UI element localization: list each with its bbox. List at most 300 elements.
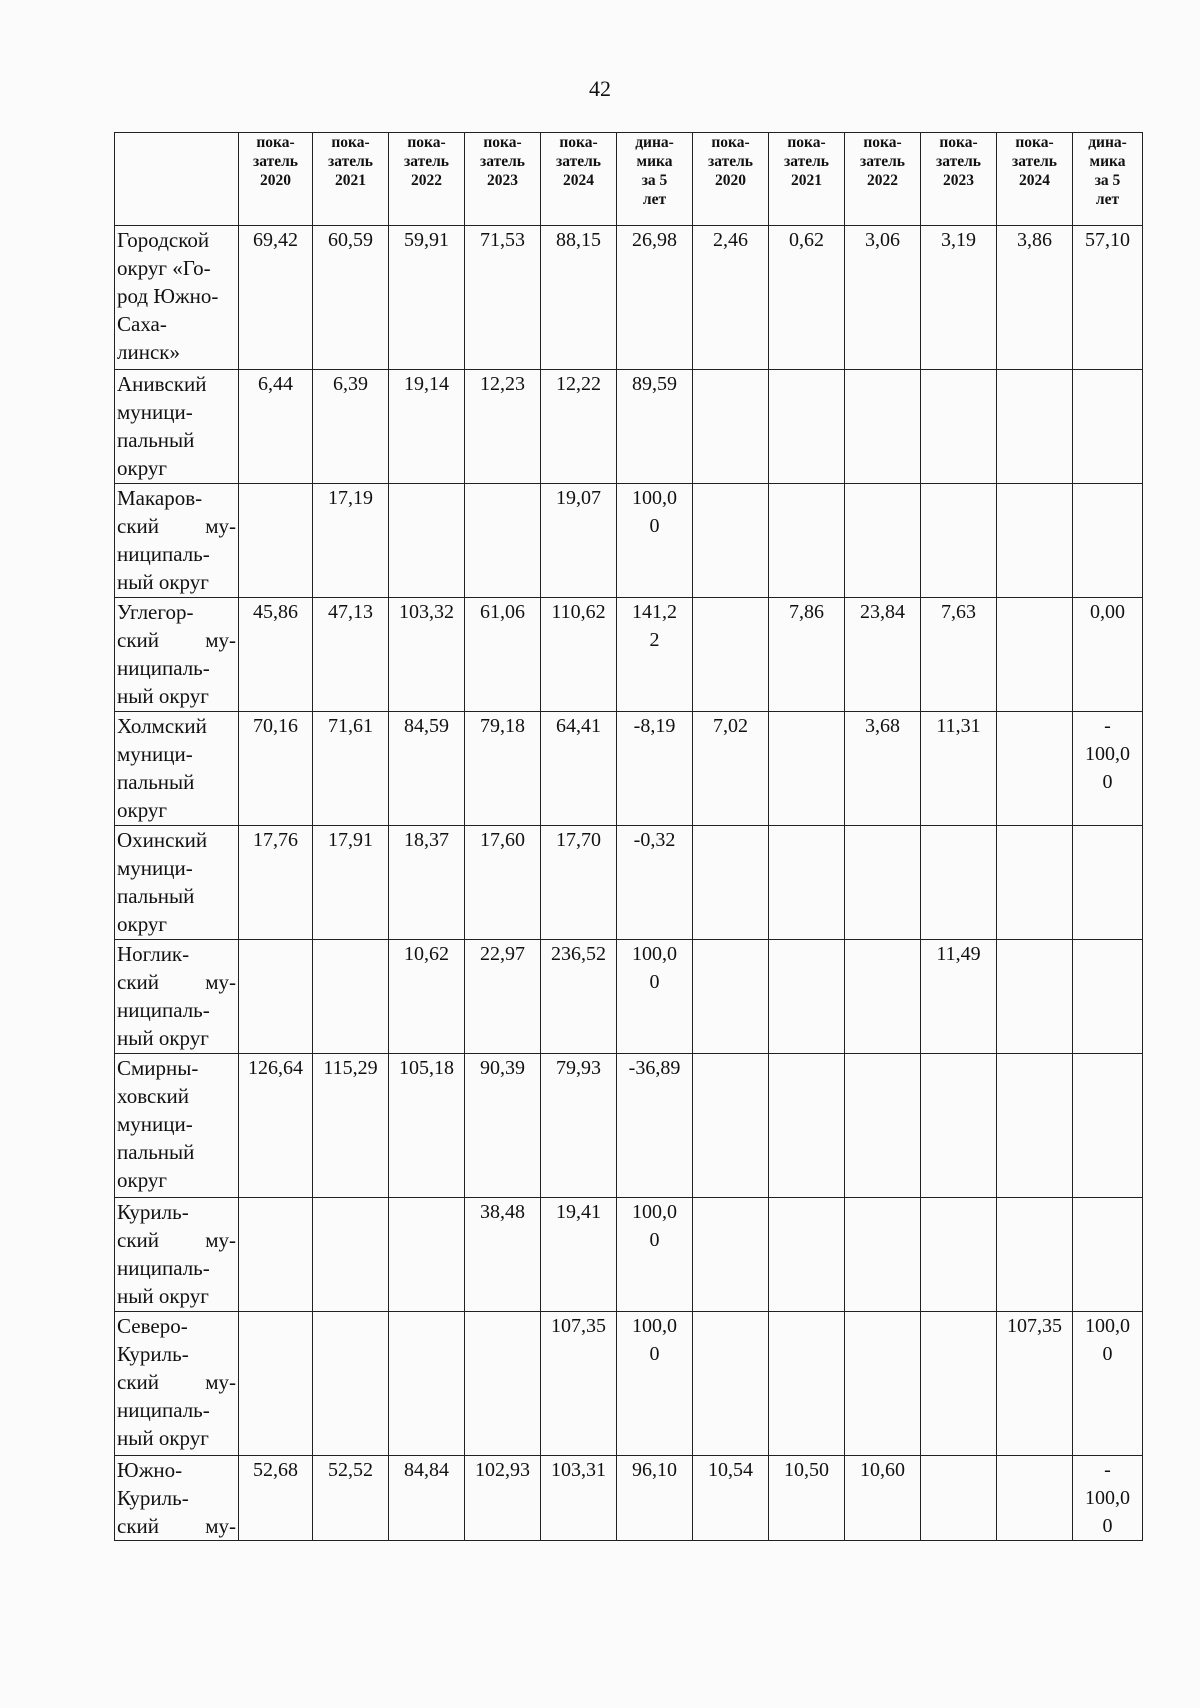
- column-header-line: 2021: [335, 172, 366, 189]
- value-text: 12,23: [480, 373, 525, 395]
- value-cell: [769, 1198, 845, 1312]
- value-cell: [997, 940, 1073, 1054]
- value-text: -36,89: [628, 1057, 681, 1079]
- value-text: 10,62: [404, 943, 449, 965]
- district-name-line: род Южно-: [117, 284, 219, 308]
- district-name-line: ниципаль-: [117, 1256, 210, 1280]
- column-header: [239, 133, 313, 226]
- indicators-table: [114, 132, 1143, 1541]
- value-text: 23,84: [860, 601, 905, 623]
- value-text: 3,06: [865, 229, 900, 251]
- district-name-line: округ: [117, 1168, 168, 1192]
- district-name-line: Саха-: [117, 312, 167, 336]
- value-text: 69,42: [253, 229, 298, 251]
- table-row: [115, 226, 1143, 370]
- district-name-cell: [115, 826, 239, 940]
- value-cell: [845, 1456, 921, 1541]
- value-cell: [769, 940, 845, 1054]
- district-name-line: ский му-: [117, 514, 236, 538]
- value-cell: [921, 1198, 997, 1312]
- value-cell: [465, 712, 541, 826]
- value-cell: [845, 1312, 921, 1456]
- value-cell: [313, 484, 389, 598]
- district-name-line: ный округ: [117, 684, 209, 708]
- column-header-line: пока-: [711, 134, 750, 151]
- column-header-line: за 5: [641, 172, 668, 189]
- column-header: [465, 133, 541, 226]
- value-cell: [845, 1198, 921, 1312]
- value-text: 107,35: [551, 1315, 606, 1337]
- value-cell: [313, 1054, 389, 1198]
- value-cell: [693, 226, 769, 370]
- column-header-line: 2023: [943, 172, 974, 189]
- value-text: 103,32: [399, 601, 454, 623]
- value-text: 17,91: [328, 829, 373, 851]
- column-header-line: пока-: [787, 134, 826, 151]
- district-name-cell: [115, 226, 239, 370]
- value-cell: [845, 712, 921, 826]
- district-name-line: округ: [117, 798, 168, 822]
- value-cell: [1073, 826, 1143, 940]
- column-header-line: дина-: [1088, 134, 1127, 151]
- district-name-line: округ: [117, 912, 168, 936]
- value-text: -: [1104, 715, 1111, 737]
- value-cell: [465, 1198, 541, 1312]
- column-header-line: затель: [936, 153, 981, 170]
- table-row: [115, 1312, 1143, 1456]
- value-cell: [465, 370, 541, 484]
- district-name-line: ховский: [117, 1084, 189, 1108]
- value-text: 107,35: [1007, 1315, 1062, 1337]
- column-header: [921, 133, 997, 226]
- value-cell: [239, 826, 313, 940]
- value-text: 100,0: [1085, 1315, 1130, 1337]
- column-header: [617, 133, 693, 226]
- district-name-line: Ноглик-: [117, 942, 190, 966]
- column-header: [389, 133, 465, 226]
- value-cell: [389, 826, 465, 940]
- value-text: 3,19: [941, 229, 976, 251]
- value-text: 10,54: [708, 1459, 753, 1481]
- table-row: [115, 940, 1143, 1054]
- value-cell: [313, 226, 389, 370]
- value-cell: [541, 1312, 617, 1456]
- value-text: 110,62: [551, 601, 606, 623]
- value-cell: [1073, 370, 1143, 484]
- value-cell: [921, 940, 997, 1054]
- value-text: 115,29: [323, 1057, 378, 1079]
- value-cell: [239, 1198, 313, 1312]
- district-name-line: Куриль-: [117, 1486, 189, 1510]
- value-text: 71,61: [328, 715, 373, 737]
- value-text: 61,06: [480, 601, 525, 623]
- value-cell: [239, 1456, 313, 1541]
- value-text: 11,49: [936, 943, 981, 965]
- column-header-line: затель: [708, 153, 753, 170]
- value-text: 0,62: [789, 229, 824, 251]
- value-cell: [541, 370, 617, 484]
- value-cell: [845, 370, 921, 484]
- table-row: [115, 1198, 1143, 1312]
- column-header-line: затель: [480, 153, 525, 170]
- district-name-line: Макаров-: [117, 486, 203, 510]
- district-name-cell: [115, 1054, 239, 1198]
- value-text: 105,18: [399, 1057, 454, 1079]
- value-cell: [389, 598, 465, 712]
- value-cell: [313, 598, 389, 712]
- value-cell: [693, 1312, 769, 1456]
- value-text: 3,86: [1017, 229, 1052, 251]
- column-header-line: дина-: [635, 134, 674, 151]
- district-name-line: пальный: [117, 770, 195, 794]
- value-cell: [389, 370, 465, 484]
- value-cell: [541, 1054, 617, 1198]
- district-name-line: ный округ: [117, 1284, 209, 1308]
- value-cell: [465, 484, 541, 598]
- value-text: 79,93: [556, 1057, 601, 1079]
- district-name-cell: [115, 370, 239, 484]
- value-cell: [693, 484, 769, 598]
- value-text: 64,41: [556, 715, 601, 737]
- value-cell: [239, 598, 313, 712]
- column-header-line: 2023: [487, 172, 518, 189]
- column-header-line: пока-: [407, 134, 446, 151]
- value-text: 60,59: [328, 229, 373, 251]
- value-cell: [845, 226, 921, 370]
- value-cell: [845, 598, 921, 712]
- value-cell: [693, 1456, 769, 1541]
- value-cell: [845, 484, 921, 598]
- value-cell: [239, 226, 313, 370]
- district-name-line: Холмский: [117, 714, 207, 738]
- value-cell: [769, 370, 845, 484]
- column-header-line: пока-: [559, 134, 598, 151]
- value-cell: [389, 484, 465, 598]
- value-text: 59,91: [404, 229, 449, 251]
- value-cell: [1073, 940, 1143, 1054]
- table-row: [115, 1054, 1143, 1198]
- district-name-line: ниципаль-: [117, 542, 210, 566]
- value-cell: [769, 598, 845, 712]
- column-header-line: мика: [636, 153, 673, 170]
- district-name-line: Городской: [117, 228, 210, 252]
- district-name-line: ный округ: [117, 1026, 209, 1050]
- value-text: 6,39: [333, 373, 368, 395]
- value-cell: [617, 1198, 693, 1312]
- value-cell: [997, 598, 1073, 712]
- column-header-line: 2022: [411, 172, 442, 189]
- value-cell: [845, 940, 921, 1054]
- value-text: 57,10: [1085, 229, 1130, 251]
- value-cell: [693, 1054, 769, 1198]
- value-cell: [769, 1312, 845, 1456]
- table-row: [115, 598, 1143, 712]
- column-header-line: пока-: [483, 134, 522, 151]
- value-text: 10,50: [784, 1459, 829, 1481]
- column-header-line: затель: [784, 153, 829, 170]
- value-cell: [389, 1456, 465, 1541]
- table-body: [115, 226, 1143, 1541]
- value-text: 100,0: [632, 487, 677, 509]
- district-name-cell: [115, 484, 239, 598]
- value-text: 100,0: [1085, 743, 1130, 765]
- value-cell: [921, 1312, 997, 1456]
- value-cell: [1073, 226, 1143, 370]
- column-header-line: 2024: [563, 172, 594, 189]
- column-header-line: за 5: [1094, 172, 1121, 189]
- value-text: 19,14: [404, 373, 449, 395]
- value-cell: [997, 1456, 1073, 1541]
- value-cell: [845, 826, 921, 940]
- column-header: [693, 133, 769, 226]
- value-cell: [617, 1456, 693, 1541]
- value-cell: [921, 226, 997, 370]
- value-cell: [997, 484, 1073, 598]
- value-text: 6,44: [258, 373, 293, 395]
- value-text: 100,0: [632, 943, 677, 965]
- district-name-cell: [115, 940, 239, 1054]
- value-text: 100,0: [632, 1315, 677, 1337]
- value-cell: [1073, 1312, 1143, 1456]
- value-cell: [921, 598, 997, 712]
- value-cell: [313, 370, 389, 484]
- value-cell: [389, 1054, 465, 1198]
- district-name-line: Куриль-: [117, 1200, 189, 1224]
- value-text: 7,02: [713, 715, 748, 737]
- column-header-line: 2022: [867, 172, 898, 189]
- district-name-line: линск»: [117, 340, 180, 364]
- value-cell: [921, 712, 997, 826]
- value-text: 0: [1102, 1343, 1113, 1365]
- value-text: 0: [649, 1229, 660, 1251]
- value-cell: [921, 370, 997, 484]
- value-cell: [389, 226, 465, 370]
- column-header: [541, 133, 617, 226]
- value-cell: [769, 1456, 845, 1541]
- value-cell: [921, 484, 997, 598]
- value-cell: [617, 484, 693, 598]
- value-cell: [1073, 712, 1143, 826]
- column-header-line: затель: [328, 153, 373, 170]
- value-cell: [465, 598, 541, 712]
- value-text: 89,59: [632, 373, 677, 395]
- value-text: 0: [649, 515, 660, 537]
- district-name-line: муници-: [117, 856, 193, 880]
- column-header-line: пока-: [256, 134, 295, 151]
- value-cell: [617, 712, 693, 826]
- value-text: 11,31: [936, 715, 981, 737]
- column-header-line: затель: [404, 153, 449, 170]
- column-header: [845, 133, 921, 226]
- value-text: 7,86: [789, 601, 824, 623]
- value-cell: [1073, 598, 1143, 712]
- value-text: 236,52: [551, 943, 606, 965]
- district-name-line: Углегор-: [117, 600, 194, 624]
- table-row: [115, 370, 1143, 484]
- value-cell: [541, 940, 617, 1054]
- table-row: [115, 712, 1143, 826]
- value-text: 26,98: [632, 229, 677, 251]
- value-text: 17,19: [328, 487, 373, 509]
- value-text: 71,53: [480, 229, 525, 251]
- value-cell: [693, 598, 769, 712]
- value-cell: [389, 1198, 465, 1312]
- column-header-line: пока-: [331, 134, 370, 151]
- column-header-line: лет: [1095, 191, 1120, 208]
- value-cell: [997, 712, 1073, 826]
- value-cell: [1073, 1054, 1143, 1198]
- value-cell: [313, 712, 389, 826]
- value-cell: [239, 484, 313, 598]
- value-cell: [693, 370, 769, 484]
- value-text: 22,97: [480, 943, 525, 965]
- value-cell: [769, 226, 845, 370]
- value-text: 52,52: [328, 1459, 373, 1481]
- value-text: 102,93: [475, 1459, 530, 1481]
- value-cell: [465, 940, 541, 1054]
- value-cell: [313, 1456, 389, 1541]
- district-name-line: муници-: [117, 1112, 193, 1136]
- district-name-line: Южно-: [117, 1458, 183, 1482]
- district-name-cell: [115, 1198, 239, 1312]
- value-text: 0: [1102, 1515, 1113, 1537]
- value-cell: [617, 598, 693, 712]
- district-name-line: ский му-: [117, 1228, 236, 1252]
- table-row: [115, 826, 1143, 940]
- district-name-cell: [115, 712, 239, 826]
- value-cell: [617, 1312, 693, 1456]
- column-header-line: лет: [642, 191, 667, 208]
- district-name-line: ский му-: [117, 1514, 236, 1538]
- header-corner-cell: [115, 133, 239, 226]
- value-cell: [465, 1456, 541, 1541]
- district-name-line: округ: [117, 456, 168, 480]
- district-name-line: муници-: [117, 400, 193, 424]
- value-cell: [997, 1054, 1073, 1198]
- page-number: 42: [589, 76, 611, 101]
- value-cell: [921, 1054, 997, 1198]
- value-cell: [465, 1054, 541, 1198]
- value-cell: [541, 226, 617, 370]
- value-text: 0: [1102, 771, 1113, 793]
- value-text: 90,39: [480, 1057, 525, 1079]
- value-text: 100,0: [632, 1201, 677, 1223]
- value-text: 17,70: [556, 829, 601, 851]
- district-name-line: Анивский: [117, 372, 207, 396]
- value-cell: [239, 1054, 313, 1198]
- value-cell: [769, 826, 845, 940]
- value-cell: [769, 712, 845, 826]
- district-name-line: Смирны-: [117, 1056, 199, 1080]
- value-text: 17,76: [253, 829, 298, 851]
- district-name-line: пальный: [117, 428, 195, 452]
- district-name-line: муници-: [117, 742, 193, 766]
- header-row: [115, 133, 1143, 226]
- value-text: -0,32: [633, 829, 676, 851]
- value-cell: [313, 1312, 389, 1456]
- value-cell: [769, 1054, 845, 1198]
- value-cell: [997, 370, 1073, 484]
- value-cell: [997, 226, 1073, 370]
- value-cell: [769, 484, 845, 598]
- value-cell: [617, 370, 693, 484]
- value-text: 45,86: [253, 601, 298, 623]
- value-text: 3,68: [865, 715, 900, 737]
- value-cell: [693, 826, 769, 940]
- value-cell: [239, 370, 313, 484]
- value-cell: [541, 712, 617, 826]
- value-text: 19,07: [556, 487, 601, 509]
- column-header: [769, 133, 845, 226]
- value-text: 100,0: [1085, 1487, 1130, 1509]
- district-name-line: Северо-: [117, 1314, 188, 1338]
- value-cell: [997, 1312, 1073, 1456]
- column-header-line: пока-: [863, 134, 902, 151]
- value-cell: [541, 598, 617, 712]
- value-text: 0,00: [1090, 601, 1125, 623]
- column-header-line: 2021: [791, 172, 822, 189]
- table-row: [115, 1456, 1143, 1541]
- value-cell: [389, 712, 465, 826]
- value-cell: [997, 1198, 1073, 1312]
- value-text: 0: [649, 1343, 660, 1365]
- district-name-line: ниципаль-: [117, 656, 210, 680]
- column-header-line: мика: [1089, 153, 1126, 170]
- value-cell: [541, 826, 617, 940]
- value-text: 38,48: [480, 1201, 525, 1223]
- value-cell: [693, 1198, 769, 1312]
- value-text: 84,84: [404, 1459, 449, 1481]
- column-header-line: пока-: [939, 134, 978, 151]
- value-cell: [921, 1456, 997, 1541]
- value-text: 2,46: [713, 229, 748, 251]
- value-cell: [313, 826, 389, 940]
- value-cell: [1073, 484, 1143, 598]
- column-header-line: затель: [253, 153, 298, 170]
- value-cell: [239, 940, 313, 1054]
- value-cell: [389, 1312, 465, 1456]
- value-text: 84,59: [404, 715, 449, 737]
- column-header-line: 2024: [1019, 172, 1050, 189]
- value-text: 52,68: [253, 1459, 298, 1481]
- column-header: [997, 133, 1073, 226]
- district-name-line: округ «Го-: [117, 256, 211, 280]
- value-cell: [465, 1312, 541, 1456]
- value-cell: [845, 1054, 921, 1198]
- district-name-line: ниципаль-: [117, 998, 210, 1022]
- column-header-line: 2020: [715, 172, 746, 189]
- district-name-line: пальный: [117, 884, 195, 908]
- district-name-line: ный округ: [117, 1426, 209, 1450]
- district-name-line: ный округ: [117, 570, 209, 594]
- value-text: 7,63: [941, 601, 976, 623]
- value-cell: [389, 940, 465, 1054]
- value-cell: [541, 1456, 617, 1541]
- value-cell: [693, 940, 769, 1054]
- value-text: 18,37: [404, 829, 449, 851]
- column-header-line: пока-: [1015, 134, 1054, 151]
- value-text: 79,18: [480, 715, 525, 737]
- value-text: 10,60: [860, 1459, 905, 1481]
- value-text: 19,41: [556, 1201, 601, 1223]
- value-cell: [239, 1312, 313, 1456]
- district-name-line: пальный: [117, 1140, 195, 1164]
- value-text: 2: [649, 629, 660, 651]
- district-name-line: ский му-: [117, 1370, 236, 1394]
- value-cell: [693, 712, 769, 826]
- value-cell: [541, 1198, 617, 1312]
- value-cell: [997, 826, 1073, 940]
